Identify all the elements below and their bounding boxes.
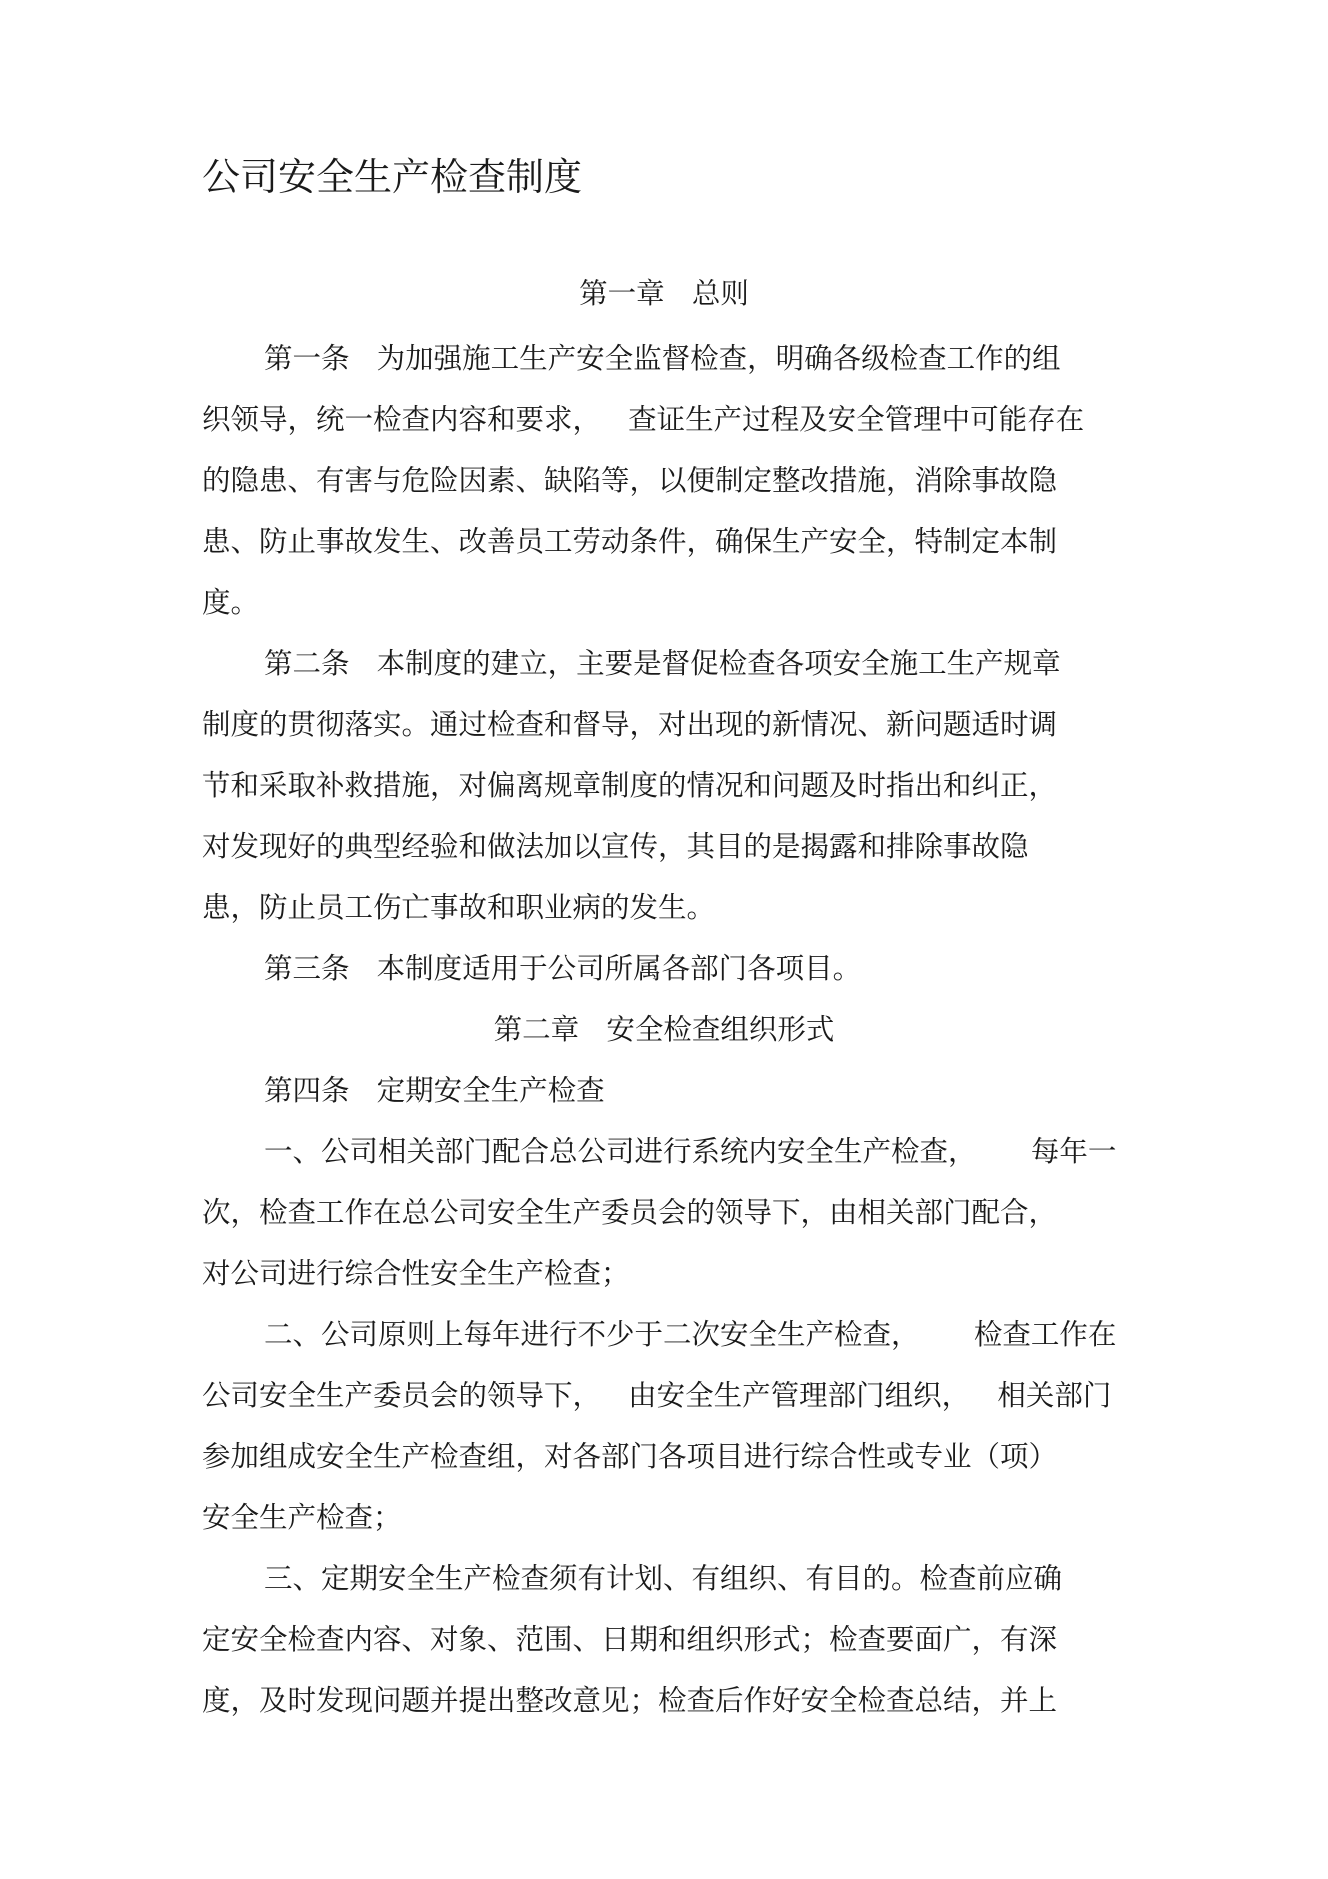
clause-1-line-3: 对公司进行综合性安全生产检查；	[202, 1257, 630, 1290]
clause-3-line-2: 定安全检查内容、对象、范围、日期和组织形式；检查要面广，有深	[202, 1623, 1058, 1656]
article-1-line-1: 第一条 为加强施工生产安全监督检查，明确各级检查工作的组	[264, 342, 1061, 375]
article-1-line-4: 患、防止事故发生、改善员工劳动条件，确保生产安全，特制定本制	[202, 525, 1058, 558]
clause-2-line-4: 安全生产检查；	[202, 1501, 402, 1534]
article-1-line-5: 度。	[202, 586, 260, 619]
document-title: 公司安全生产检查制度	[202, 155, 583, 199]
article-2-line-1: 第二条 本制度的建立，主要是督促检查各项安全施工生产规章	[264, 647, 1061, 680]
article-1-line-2: 织领导，统一检查内容和要求， 查证生产过程及安全管理中可能存在	[202, 403, 1085, 436]
article-2-line-2: 制度的贯彻落实。通过检查和督导，对出现的新情况、新问题适时调	[202, 708, 1058, 741]
clause-1-line-2: 次，检查工作在总公司安全生产委员会的领导下，由相关部门配合，	[202, 1196, 1058, 1229]
clause-3-line-3: 度，及时发现问题并提出整改意见；检查后作好安全检查总结，并上	[202, 1684, 1058, 1717]
clause-2-line-1: 二、公司原则上每年进行不少于二次安全生产检查， 检查工作在	[264, 1318, 1117, 1351]
clause-1-line-1: 一、公司相关部门配合总公司进行系统内安全生产检查， 每年一	[264, 1135, 1117, 1168]
article-2-line-4: 对发现好的典型经验和做法加以宣传，其目的是揭露和排除事故隐	[202, 830, 1029, 863]
clause-3-line-1: 三、定期安全生产检查须有计划、有组织、有目的。检查前应确	[264, 1562, 1063, 1595]
article-2-line-3: 节和采取补救措施，对偏离规章制度的情况和问题及时指出和纠正，	[202, 769, 1058, 802]
article-3-line-1: 第三条 本制度适用于公司所属各部门各项目。	[264, 952, 862, 985]
clause-2-line-3: 参加组成安全生产检查组，对各部门各项目进行综合性或专业（项）	[202, 1440, 1058, 1473]
clause-2-line-2: 公司安全生产委员会的领导下， 由安全生产管理部门组织， 相关部门	[202, 1379, 1112, 1412]
chapter-heading: 第二章 安全检查组织形式	[493, 1013, 835, 1046]
article-1-line-3: 的隐患、有害与危险因素、缺陷等，以便制定整改措施，消除事故隐	[202, 464, 1058, 497]
article-2-line-5: 患，防止员工伤亡事故和职业病的发生。	[202, 891, 716, 924]
article-4-line-1: 第四条 定期安全生产检查	[264, 1074, 605, 1107]
chapter-heading: 第一章 总则	[579, 277, 749, 310]
